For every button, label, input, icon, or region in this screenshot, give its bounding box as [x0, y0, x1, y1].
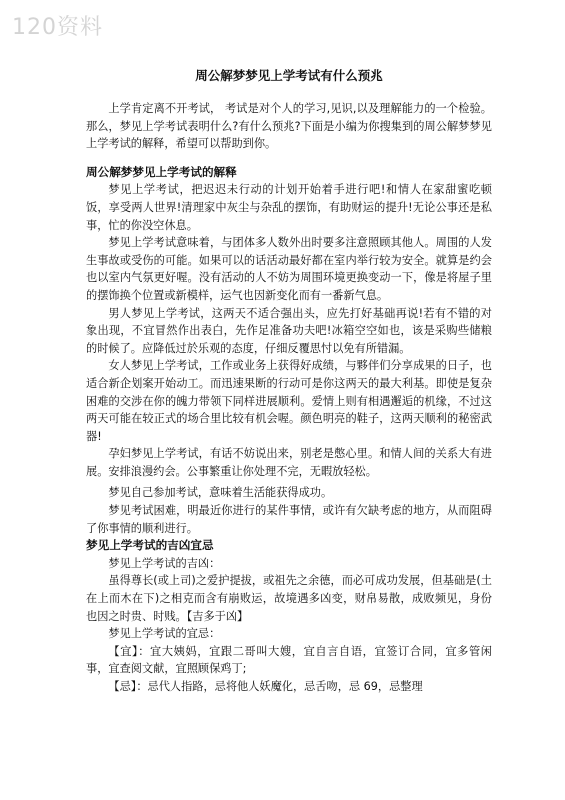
paragraph: 【忌】：忌代人指路，忌将他人妖魔化，忌舌吻，忌 69，忌整理: [108, 680, 423, 693]
paragraph: 梦见上学考试意味着，与团体多人数外出时要多注意照顾其他人。周围的人发生事故或受伤的可能。如果可以的话活动最好都在室内举行较为安全。就算是约会也以室内气氛更好喔。没有活动的人不妨为周围环境更换变动一下，像是将屋子里的摆饰换个位置或新模样，运气也因新变化而有一番新气息。: [86, 236, 492, 302]
paragraph: 【宜】：宜大姨妈，宜跟二哥叫大嫂，宜自言自语，宜签订合同，宜多管闲事，宜查阅文献，宜照顾保鸡丁;: [86, 644, 492, 676]
intro-paragraph: 上学肯定离不开考试， 考试是对个人的学习,见识,以及理解能力的一个检验。那么，梦见上学考试表明什么?有什么预兆?下面是小编为你搜集到的周公解梦梦见上学考试的解释，希望可以帮助到你。: [86, 102, 492, 151]
section-heading-fortune: 梦见上学考试的吉凶宜忌: [86, 538, 214, 553]
paragraph: 梦见上学考试的宜忌：: [108, 627, 221, 641]
paragraph: 女人梦见上学考试，工作或业务上获得好成绩，与夥伴们分享成果的日子，也适合新企划案开始动工。而迅速果断的行动可是你这两天的最大利基。即使是复杂困难的交涉在你的魄力带领下同样进展顺利。爱情上则有相遇邂逅的机缘，不过这两天可能在较正式的场合里比较有机会喔。颜色明亮的鞋子，这两天顺利的秘密武器!: [86, 359, 492, 443]
paragraph: 梦见考试困难，明最近你进行的某件事情，或许有欠缺考虑的地方，从而阻碍了你事情的顺利进行。: [86, 504, 492, 535]
paragraph: 梦见上学考试，把迟迟未行动的计划开始着手进行吧!和情人在家甜蜜吃顿饭，享受两人世界!清理家中灰尘与杂乱的摆饰，有助财运的提升!无论公事还是私事，忙的你没空休息。: [86, 183, 492, 232]
paragraph: 梦见上学考试的吉凶：: [108, 556, 221, 570]
paragraph: 梦见自己参加考试，意味着生活能获得成功。: [108, 486, 333, 500]
document-page: [86, 64, 492, 696]
paragraph: 男人梦见上学考试，这两天不适合强出头，应先打好基础再说!若有不错的对象出现，不宜冒然作出表白，先作足准备功夫吧!冰箱空空如也，该是采购些储粮的时候了。应降低过於乐观的态度，仔细反覆思忖以免有所错漏。: [86, 306, 492, 355]
paragraph: 孕妇梦见上学考试，有话不妨说出来，别老是憋心里。和情人间的关系大有进展。安排浪漫约会。公事繁重让你处理不完，无暇放轻松。: [86, 447, 492, 478]
paragraph: 虽得尊长(或上司)之爱护提拔，或祖先之余德，而必可成功发展，但基础是(土在上而木在下)之相克而含有崩败运，故境遇多凶变，财帛易散，成败频见，身份也因之时贵、时贱。【吉多于凶】: [86, 574, 492, 623]
watermark: 120资料: [12, 15, 103, 40]
document-title: 周公解梦梦见上学考试有什么预兆: [195, 68, 383, 83]
section-heading-interpretation: 周公解梦梦见上学考试的解释: [86, 164, 237, 179]
